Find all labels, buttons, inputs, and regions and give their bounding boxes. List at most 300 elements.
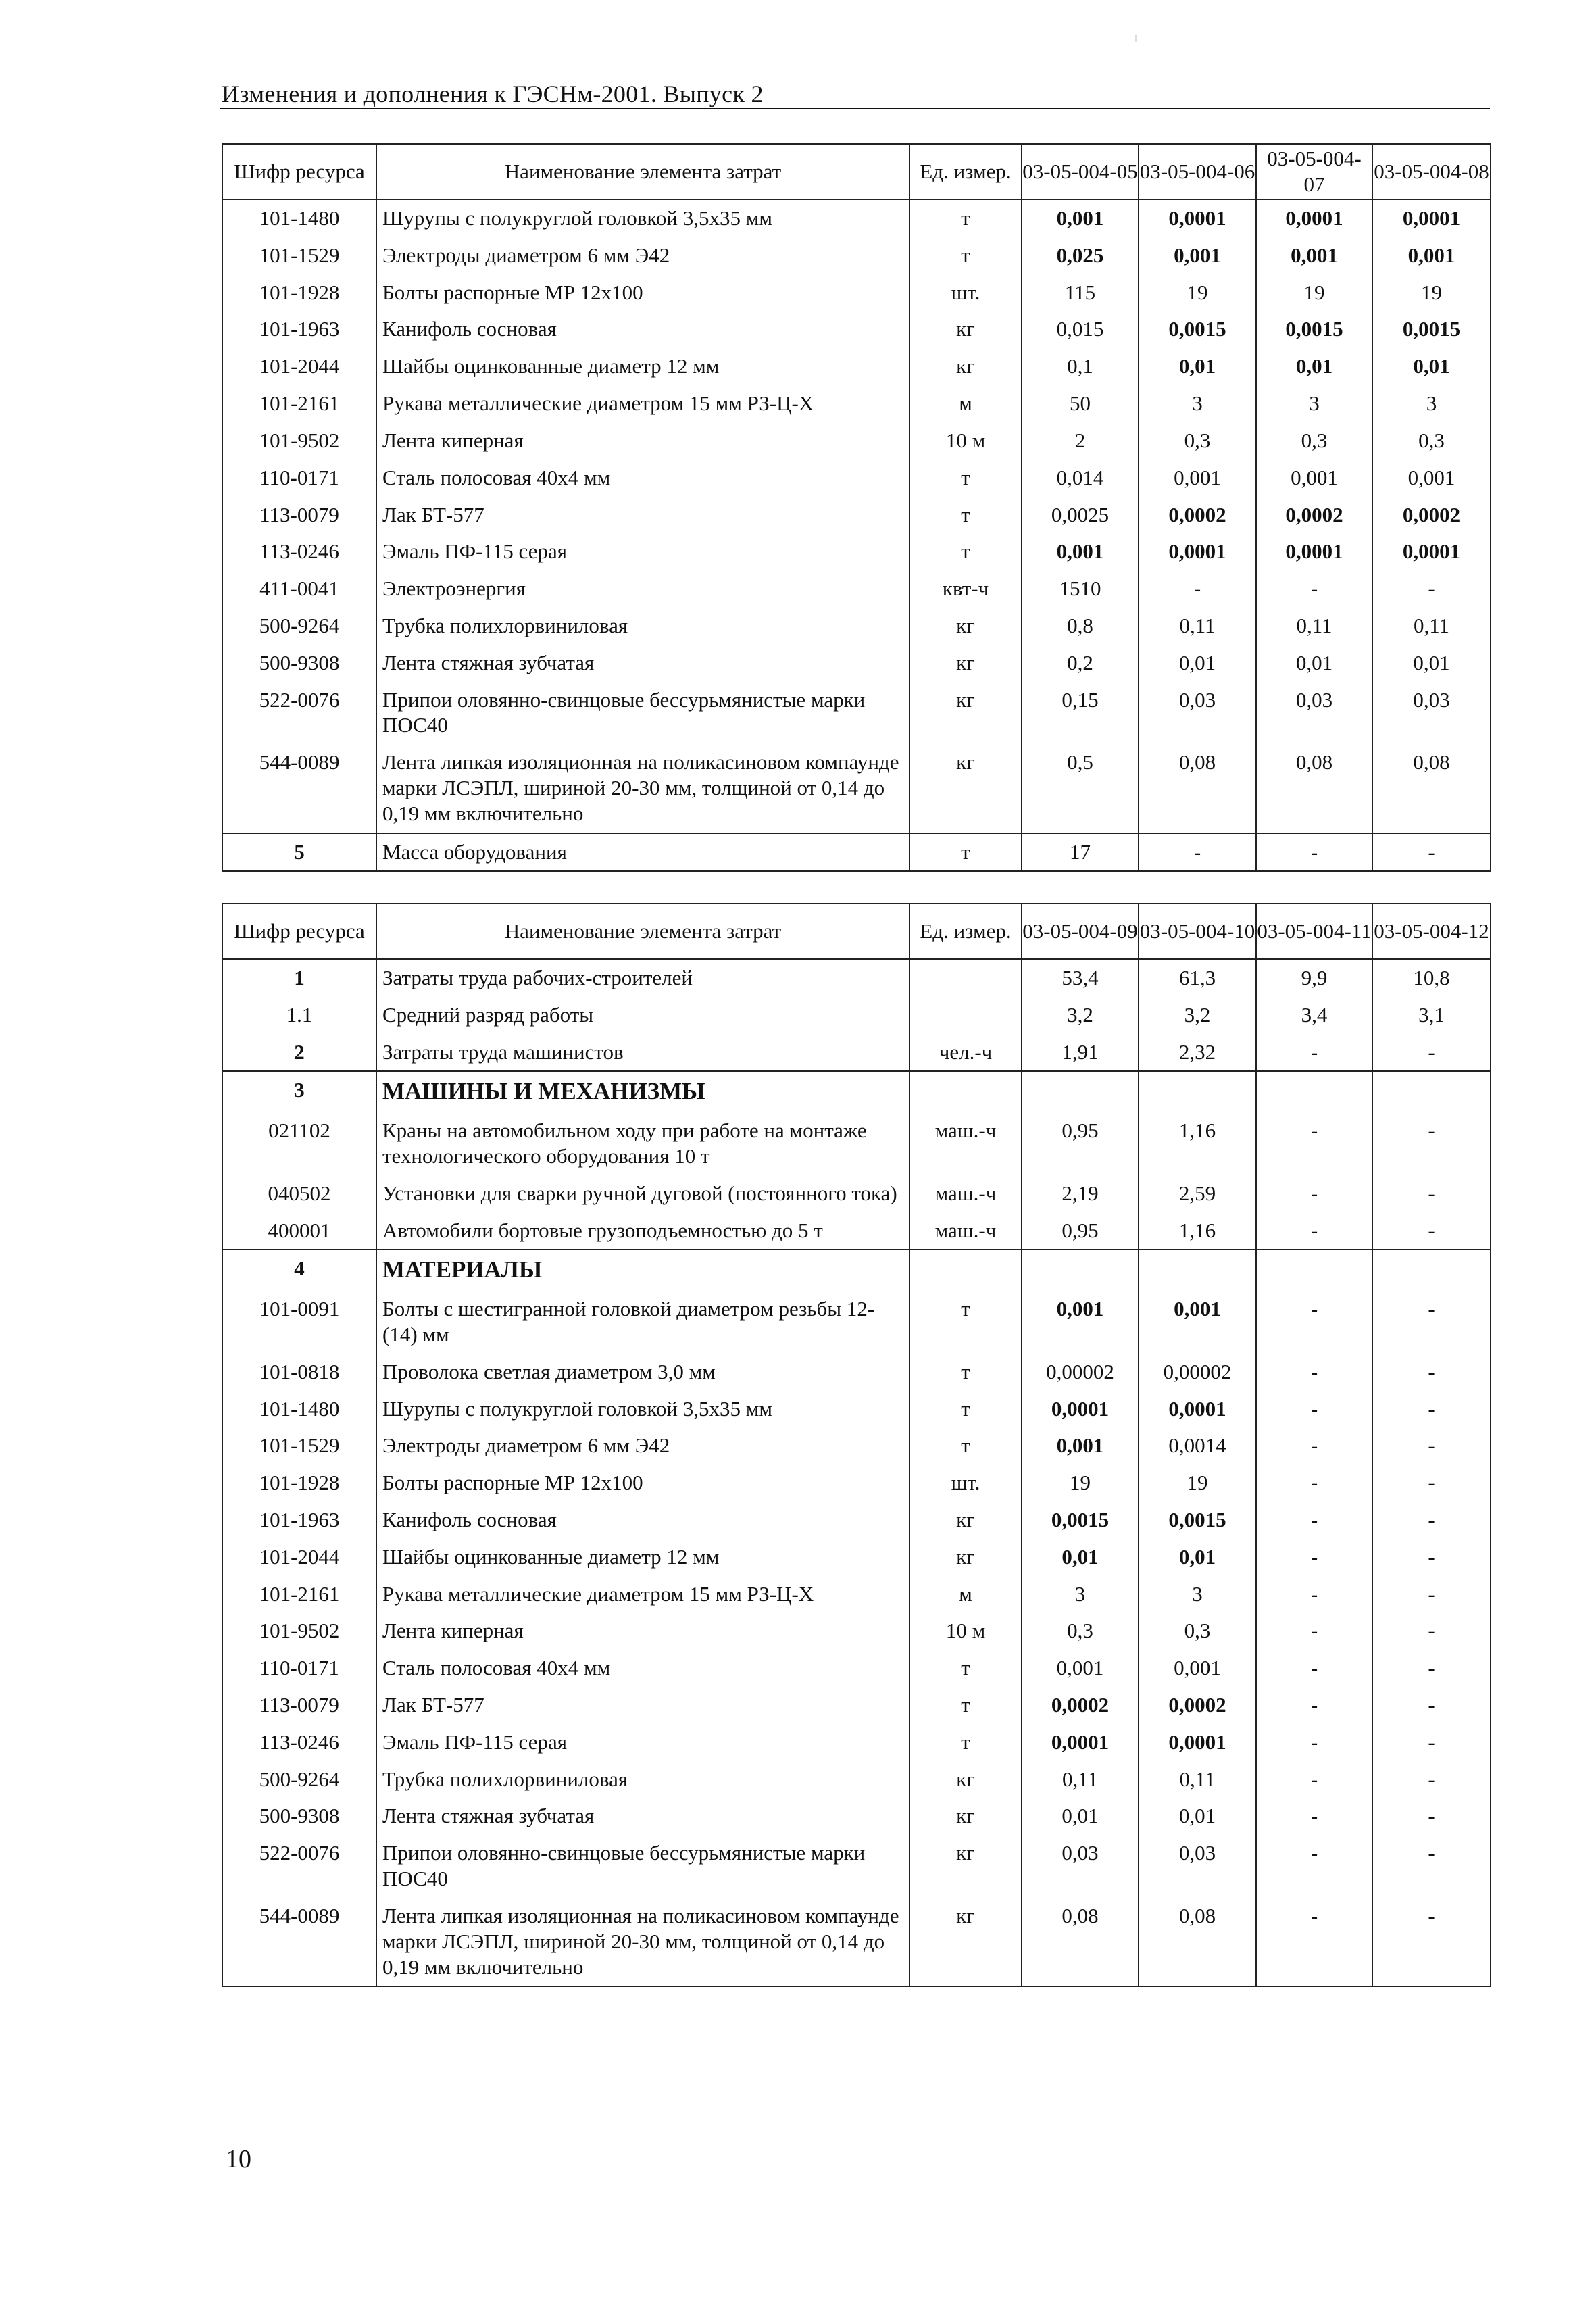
cell-value	[1139, 311, 1256, 348]
cell-value-text: -	[1428, 1903, 1435, 1927]
cell-code	[222, 1112, 376, 1175]
cell-unit-text: т	[961, 1359, 970, 1383]
cell-value-text: 0,001	[1056, 1297, 1104, 1321]
cell-unit-text: т	[961, 1729, 970, 1754]
cell-code	[222, 1539, 376, 1576]
table-row	[222, 1613, 1491, 1650]
cell-name	[376, 1798, 909, 1835]
cell-code-text: 110-0171	[259, 465, 339, 489]
cell-name	[376, 274, 909, 312]
cell-code	[222, 348, 376, 385]
page-number: 10	[226, 2145, 251, 2173]
cell-value-text: -	[1310, 1544, 1318, 1569]
cell-value	[1372, 1650, 1491, 1687]
cell-value-text: -	[1193, 576, 1201, 601]
cell-value-text: -	[1428, 1507, 1435, 1531]
cell-value-text: 19	[1187, 1471, 1208, 1495]
cell-value-text: 0,03	[1413, 687, 1450, 712]
cell-name	[376, 682, 909, 745]
cell-code	[222, 385, 376, 422]
cell-value-text: -	[1428, 1841, 1435, 1865]
cell-code	[222, 1687, 376, 1724]
cell-name-text: Шурупы с полукруглой головкой 3,5х35 мм	[382, 1396, 772, 1421]
cell-value	[1256, 1724, 1372, 1761]
cell-unit-text: м	[959, 1581, 972, 1606]
cell-value	[1022, 460, 1139, 497]
cell-unit-text	[910, 1250, 1021, 1262]
cell-value	[1139, 1898, 1256, 1986]
cell-value-text: 3,2	[1067, 1002, 1093, 1027]
cell-code-text: 544-0089	[259, 750, 340, 774]
cell-name	[376, 1724, 909, 1761]
cell-code	[222, 1613, 376, 1650]
cell-value	[1256, 1576, 1372, 1613]
cell-code-text: 101-1928	[259, 1471, 340, 1495]
col-header: Ед. измер.	[909, 144, 1022, 199]
cell-value	[1022, 645, 1139, 682]
cell-code	[222, 1071, 376, 1112]
cell-value	[1256, 744, 1372, 833]
cell-name-text: Лента киперная	[382, 1619, 524, 1643]
cell-value	[1256, 385, 1372, 422]
section-row	[222, 1071, 1491, 1112]
col-header: Ед. измер.	[909, 904, 1022, 959]
cell-value	[1022, 497, 1139, 534]
cell-value	[1372, 1354, 1491, 1391]
cell-value	[1256, 311, 1372, 348]
cell-name-text: Сталь полосовая 40х4 мм	[382, 465, 611, 489]
cell-unit	[909, 199, 1022, 237]
cell-unit	[909, 1034, 1022, 1072]
cell-value-text: 3	[1309, 391, 1320, 416]
cell-name-text: Лента липкая изоляционная на поликасиновом компаунде марки ЛСЭПЛ, шириной 20-30 мм, толщиной от 0,14 до 0,19 мм включительно	[382, 750, 899, 825]
cell-value-text: 0,03	[1178, 687, 1216, 712]
cell-name	[376, 237, 909, 274]
cell-value	[1372, 460, 1491, 497]
cell-value	[1256, 199, 1372, 237]
cell-unit	[909, 1613, 1022, 1650]
cell-value	[1022, 1502, 1139, 1539]
cell-code-text: 101-0818	[259, 1359, 340, 1383]
cell-name	[376, 1898, 909, 1986]
cell-value-text: 0,08	[1178, 1903, 1216, 1927]
cell-unit	[909, 1898, 1022, 1986]
cell-name-text: Лента киперная	[382, 428, 524, 452]
cell-value-text: 3	[1074, 1581, 1086, 1606]
cell-value	[1022, 1898, 1139, 1986]
cell-unit	[909, 1212, 1022, 1250]
cell-unit-text: м	[959, 391, 972, 416]
cell-value	[1139, 1464, 1256, 1502]
cell-code-text: 500-9308	[259, 1804, 340, 1828]
cell-code-text: 5	[294, 839, 305, 864]
cell-unit	[909, 237, 1022, 274]
cell-unit	[909, 385, 1022, 422]
cell-value-text: 0,00002	[1163, 1359, 1232, 1383]
cell-value	[1256, 1613, 1372, 1650]
cell-value	[1256, 460, 1372, 497]
cell-code-text: 021102	[268, 1118, 330, 1143]
table-row	[222, 1502, 1491, 1539]
cell-value-text: -	[1310, 1804, 1318, 1828]
cell-value	[1022, 237, 1139, 274]
cell-code-text: 101-0091	[259, 1297, 340, 1321]
cell-value-text	[1139, 1250, 1255, 1262]
cell-code	[222, 237, 376, 274]
cell-unit-text: т	[961, 1656, 970, 1680]
cell-value	[1372, 1687, 1491, 1724]
cell-name	[376, 1502, 909, 1539]
cell-value-text: 0,08	[1178, 750, 1216, 774]
cell-value	[1022, 1034, 1139, 1072]
cell-name-text: МАТЕРИАЛЫ	[382, 1256, 543, 1283]
cell-name	[376, 959, 909, 997]
cell-value	[1139, 237, 1256, 274]
cell-value-text: -	[1310, 1118, 1318, 1143]
cell-value	[1139, 1354, 1256, 1391]
cell-value	[1022, 1112, 1139, 1175]
cell-code-text: 040502	[268, 1181, 331, 1205]
cell-value-text: -	[1310, 1581, 1318, 1606]
cell-name-text: Лак БТ-577	[382, 502, 484, 526]
cell-value-text: -	[1310, 1619, 1318, 1643]
cell-name-text: Шурупы с полукруглой головкой 3,5х35 мм	[382, 206, 772, 230]
cell-code-text: 2	[294, 1039, 305, 1064]
cell-unit-text: кг	[956, 354, 975, 378]
table-row	[222, 645, 1491, 682]
cell-unit-text: кг	[956, 1544, 975, 1569]
cell-value	[1372, 1539, 1491, 1576]
cell-value-text: -	[1310, 1181, 1318, 1205]
cell-value-text: -	[1310, 1693, 1318, 1717]
cell-code-text: 101-1529	[259, 1433, 340, 1458]
cell-value-text: 0,3	[1184, 1619, 1211, 1643]
cell-value-text: 0,11	[1062, 1767, 1099, 1791]
cell-value-text: 0,01	[1413, 650, 1450, 674]
cell-unit-text: шт.	[951, 1471, 980, 1495]
cell-code	[222, 533, 376, 570]
cell-value-text: 1,16	[1178, 1218, 1216, 1242]
cell-code-text: 4	[294, 1256, 305, 1281]
cell-unit-text	[910, 960, 1021, 971]
cell-value-text: 0,0015	[1402, 317, 1461, 341]
cell-code-text: 522-0076	[259, 1841, 340, 1865]
cell-value	[1256, 1291, 1372, 1354]
cell-value	[1022, 1391, 1139, 1428]
cell-value-text: 0,08	[1062, 1903, 1099, 1927]
cell-value-text: -	[1310, 1297, 1318, 1321]
cell-unit-text: кг	[956, 613, 975, 637]
cell-unit-text: кг	[956, 687, 975, 712]
cell-value-text: -	[1428, 576, 1435, 601]
cell-value	[1372, 645, 1491, 682]
cell-value	[1022, 274, 1139, 312]
cell-unit	[909, 570, 1022, 608]
cell-unit-text: кг	[956, 1507, 975, 1531]
cell-name	[376, 744, 909, 833]
page-header: Изменения и дополнения к ГЭСНм-2001. Выпуск 2	[222, 80, 764, 107]
cell-value-text: 0,0015	[1168, 1507, 1226, 1531]
cell-unit	[909, 682, 1022, 745]
cell-value-text: -	[1310, 1656, 1318, 1680]
table-row	[222, 1898, 1491, 1986]
cell-value-text: -	[1310, 1218, 1318, 1242]
table-row	[222, 385, 1491, 422]
cell-value	[1372, 959, 1491, 997]
cell-value	[1372, 1212, 1491, 1250]
cell-name	[376, 997, 909, 1034]
cell-value	[1022, 311, 1139, 348]
cell-value	[1139, 460, 1256, 497]
cell-unit-text: кг	[956, 650, 975, 674]
col-header: Наименование элемента затрат	[376, 904, 909, 959]
cell-name-text: Электроды диаметром 6 мм Э42	[382, 1433, 670, 1458]
cell-value-text: 0,0001	[1168, 1729, 1226, 1754]
cell-unit-text: т	[961, 1433, 970, 1458]
cell-name	[376, 1576, 909, 1613]
cell-value-text: 3	[1426, 391, 1437, 416]
cell-value	[1256, 1687, 1372, 1724]
cell-value-text: 2,32	[1178, 1039, 1216, 1064]
cell-code	[222, 422, 376, 460]
cell-value	[1139, 274, 1256, 312]
cell-value	[1022, 1539, 1139, 1576]
cell-value-text: 0,0001	[1168, 539, 1226, 564]
cell-value	[1022, 1576, 1139, 1613]
cell-value-text: 0,0014	[1168, 1433, 1226, 1458]
cell-value	[1256, 533, 1372, 570]
cell-code-text: 400001	[268, 1218, 331, 1242]
cell-value	[1139, 1835, 1256, 1898]
cell-value	[1022, 959, 1139, 997]
cell-value-text: 10,8	[1413, 966, 1450, 989]
cell-value-text: 0,3	[1184, 428, 1211, 452]
cell-value	[1256, 1798, 1372, 1835]
cell-name-text: Шайбы оцинкованные диаметр 12 мм	[382, 354, 720, 378]
cell-value-text: 0,8	[1067, 613, 1093, 637]
cell-unit-text: 10 м	[945, 1619, 986, 1643]
cell-value-text: -	[1310, 1507, 1318, 1531]
cell-value	[1372, 570, 1491, 608]
cell-value	[1372, 1798, 1491, 1835]
table-row	[222, 274, 1491, 312]
cell-value-text: 0,001	[1056, 206, 1104, 230]
cell-code	[222, 1427, 376, 1464]
cell-value-text: -	[1310, 1471, 1318, 1495]
cell-value	[1022, 1464, 1139, 1502]
header-rule	[220, 108, 1490, 109]
cell-value-text: 0,01	[1178, 354, 1216, 378]
cell-value	[1139, 1391, 1256, 1428]
cell-unit	[909, 1539, 1022, 1576]
cell-value	[1022, 608, 1139, 645]
cell-value	[1256, 497, 1372, 534]
cell-value-text: -	[1428, 1767, 1435, 1791]
cell-value-text: -	[1428, 1693, 1435, 1717]
cell-value-text: 0,001	[1174, 1297, 1221, 1321]
table-row	[222, 682, 1491, 745]
cell-value-text: 0,0001	[1402, 206, 1461, 230]
cell-unit	[909, 1798, 1022, 1835]
cell-code	[222, 1391, 376, 1428]
table-row	[222, 1391, 1491, 1428]
cell-value	[1139, 1576, 1256, 1613]
cell-value	[1372, 274, 1491, 312]
cell-name	[376, 1034, 909, 1072]
cell-unit	[909, 1250, 1022, 1291]
cell-value	[1139, 997, 1256, 1034]
table-row	[222, 1576, 1491, 1613]
cell-unit	[909, 1502, 1022, 1539]
cell-value-text: 0,001	[1056, 1433, 1104, 1458]
cell-value-text: 0,03	[1178, 1841, 1216, 1865]
cell-unit	[909, 744, 1022, 833]
cell-code-text: 101-1963	[259, 317, 340, 341]
cell-value-text: 0,01	[1295, 650, 1333, 674]
cell-value	[1256, 833, 1372, 872]
cell-value-text: 0,08	[1295, 750, 1333, 774]
cell-code-text: 113-0246	[259, 1729, 339, 1754]
table-row	[222, 744, 1491, 833]
cell-value-text: 0,95	[1062, 1118, 1099, 1143]
table-row	[222, 497, 1491, 534]
cell-code	[222, 497, 376, 534]
cell-value	[1139, 422, 1256, 460]
cell-value-text: 0,11	[1179, 613, 1216, 637]
cell-unit	[909, 1391, 1022, 1428]
cell-value-text: 0,001	[1174, 465, 1221, 489]
cell-value	[1139, 1724, 1256, 1761]
cell-name-text: Рукава металлические диаметром 15 мм РЗ-Ц-Х	[382, 1581, 814, 1606]
cell-name-text: Болты с шестигранной головкой диаметром резьбы 12-(14) мм	[382, 1297, 875, 1346]
col-header: Шифр ресурса	[222, 904, 376, 959]
cell-name	[376, 1427, 909, 1464]
cell-value	[1139, 1650, 1256, 1687]
cell-name-text: Автомобили бортовые грузоподъемностью до 5 т	[382, 1218, 823, 1242]
cell-value-text: 0,0002	[1168, 502, 1226, 526]
cell-unit	[909, 1464, 1022, 1502]
cell-code-text: 113-0079	[259, 1693, 339, 1717]
cell-value	[1139, 1761, 1256, 1798]
cell-unit-text: кг	[956, 1903, 975, 1927]
cell-value	[1372, 199, 1491, 237]
table-row	[222, 1212, 1491, 1250]
cell-value	[1139, 744, 1256, 833]
cell-code	[222, 645, 376, 682]
cell-value	[1372, 1724, 1491, 1761]
cell-unit	[909, 1354, 1022, 1391]
cell-name	[376, 1391, 909, 1428]
table-row	[222, 959, 1491, 997]
cell-value-text: 0,5	[1067, 750, 1093, 774]
cell-value-text	[1257, 1072, 1372, 1083]
cell-unit	[909, 1175, 1022, 1212]
cell-code-text: 101-2161	[259, 1581, 340, 1606]
cell-value	[1372, 682, 1491, 745]
cell-value	[1372, 1427, 1491, 1464]
col-header: 03-05-004-11	[1256, 904, 1372, 959]
cell-code-text: 500-9308	[259, 650, 340, 674]
cell-value-text: 17	[1070, 839, 1091, 864]
cell-unit-text	[910, 997, 1021, 1008]
cell-value	[1372, 1112, 1491, 1175]
cell-code	[222, 1650, 376, 1687]
cell-value	[1022, 1175, 1139, 1212]
cell-unit	[909, 348, 1022, 385]
cell-value	[1256, 1464, 1372, 1502]
col-header: Шифр ресурса	[222, 144, 376, 199]
cell-name-text: Эмаль ПФ-115 серая	[382, 539, 567, 564]
cell-value	[1139, 959, 1256, 997]
cell-code-text: 1	[294, 966, 305, 989]
cell-value-text: 53,4	[1062, 966, 1099, 989]
cell-unit-text: кг	[956, 750, 975, 774]
cell-value	[1372, 1761, 1491, 1798]
table-row	[222, 608, 1491, 645]
cell-name	[376, 1464, 909, 1502]
cell-value-text: -	[1310, 1841, 1318, 1865]
cell-code	[222, 833, 376, 872]
cell-value	[1139, 1175, 1256, 1212]
cell-value	[1022, 1291, 1139, 1354]
cell-code	[222, 1798, 376, 1835]
cell-value-text: 19	[1303, 280, 1325, 304]
cell-unit-text: маш.-ч	[934, 1218, 997, 1242]
cell-value-text: 19	[1070, 1471, 1091, 1495]
cell-value	[1372, 237, 1491, 274]
table-row	[222, 570, 1491, 608]
cell-unit-text: т	[961, 206, 970, 230]
cell-unit-text: т	[961, 1693, 970, 1717]
cell-value-text: 0,3	[1418, 428, 1445, 452]
cell-value	[1256, 1034, 1372, 1072]
cell-name	[376, 1354, 909, 1391]
cell-value-text: 61,3	[1178, 966, 1216, 989]
cell-name-text: Электроэнергия	[382, 576, 526, 601]
cell-value	[1372, 1391, 1491, 1428]
cell-value	[1256, 348, 1372, 385]
cell-code-text: 101-1529	[259, 243, 340, 267]
cell-value	[1256, 422, 1372, 460]
cell-unit	[909, 1071, 1022, 1112]
cell-code	[222, 311, 376, 348]
cell-name	[376, 570, 909, 608]
cell-code	[222, 1212, 376, 1250]
cell-value-text: 0,08	[1413, 750, 1450, 774]
cell-name-text: Установки для сварки ручной дуговой (постоянного тока)	[382, 1181, 897, 1205]
table-row	[222, 1835, 1491, 1898]
cell-value-text	[1373, 1072, 1490, 1083]
cell-name-text: Средний разряд работы	[382, 1002, 594, 1027]
cell-unit-text: т	[961, 839, 970, 864]
cell-code-text: 101-9502	[259, 428, 340, 452]
cell-code	[222, 1464, 376, 1502]
cell-value-text	[1373, 1250, 1490, 1262]
cell-name-text: Масса оборудования	[382, 839, 567, 864]
cell-value-text: -	[1428, 1396, 1435, 1421]
cell-value	[1372, 1502, 1491, 1539]
cell-value	[1256, 1761, 1372, 1798]
cell-value-text: 0,01	[1178, 650, 1216, 674]
cell-unit	[909, 1687, 1022, 1724]
cell-code	[222, 997, 376, 1034]
cell-unit	[909, 274, 1022, 312]
cell-value-text: 0,001	[1056, 1656, 1104, 1680]
col-header: 03-05-004-06	[1139, 144, 1256, 199]
cell-code-text: 1.1	[286, 1002, 313, 1027]
cell-code	[222, 570, 376, 608]
col-header: 03-05-004-12	[1372, 904, 1491, 959]
